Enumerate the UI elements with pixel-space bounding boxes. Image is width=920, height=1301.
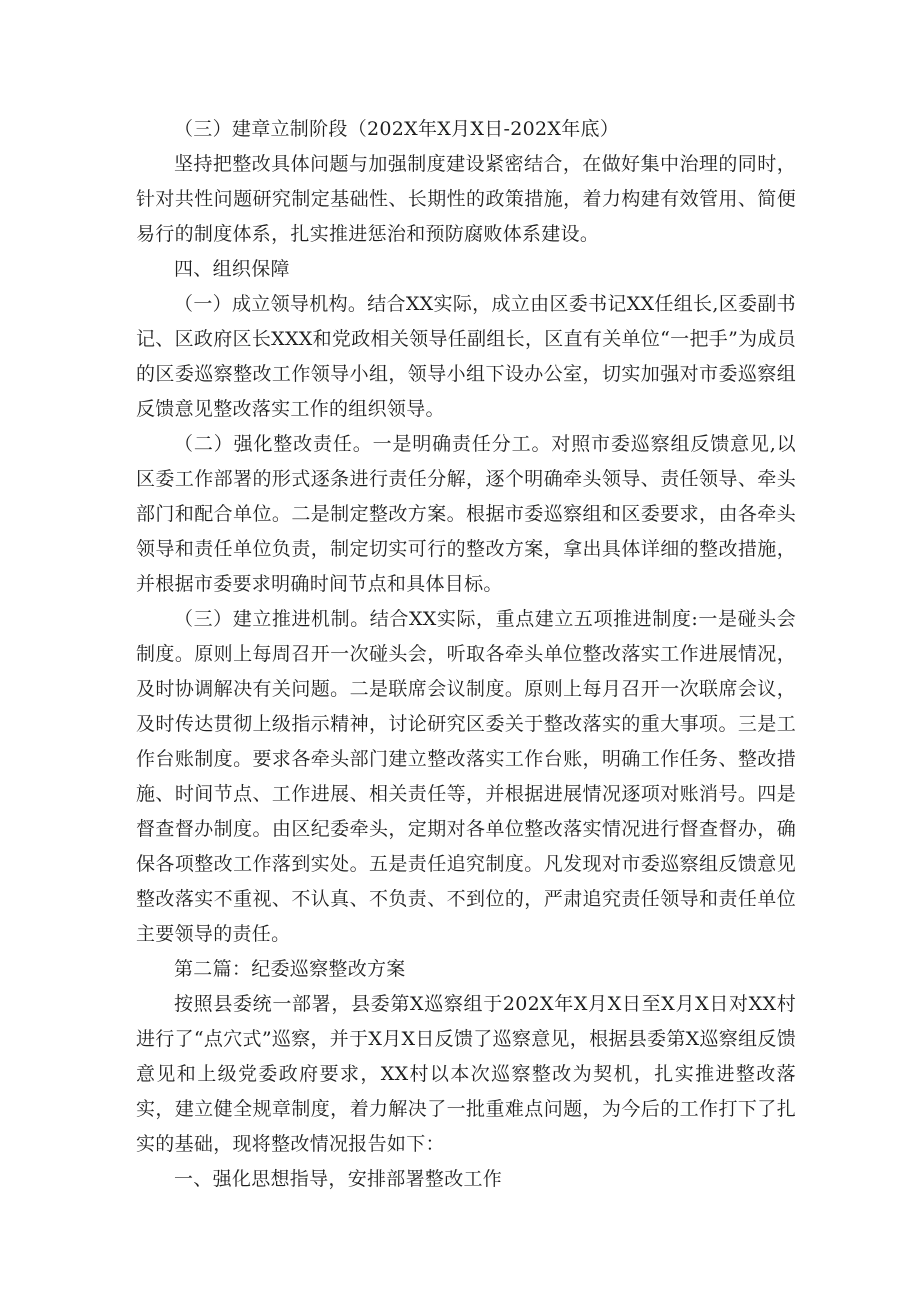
section-heading-organization: 四、组织保障	[174, 258, 290, 280]
section-heading-guidance: 一、强化思想指导，安排部署整改工作	[174, 1168, 503, 1190]
chapter-heading-second: 第二篇：纪委巡察整改方案	[174, 958, 406, 980]
paragraph-mechanism: （三）建立推进机制。结合XX实际，重点建立五项推进制度:一是碰头会制度。原则上每周召开一次碰头会，听取各牵头单位整改落实工作进展情况，及时协调解决有关问题。二是联席会议制度。原则上每月召开一次联席会议，及时传达贯彻上级指示精神，讨论研究区委关于整改落实的重大事项。三是工作台账制度。要求各牵头部门建立整改落实工作台账，明确工作任务、整改措施、时间节点、工作进展、相关责任等，并根据进展情况逐项对账消号。四是督查督办制度。由区纪委牵头，定期对各单位整改落实情况进行督查督办，确保各项整改工作落到实处。五是责任追究制度。凡发现对市委巡察组反馈意见整改落实不重视、不认真、不负责、不到位的，严肃追究责任领导和责任单位主要领导的责任。	[136, 608, 796, 945]
document-body	[136, 112, 796, 1197]
section-subheading-build-rules: （三）建章立制阶段（202X年X月X日-202X年底）	[174, 118, 620, 140]
paragraph-responsibility: （二）强化整改责任。一是明确责任分工。对照市委巡察组反馈意见,以区委工作部署的形式逐条进行责任分解，逐个明确牵头领导、责任领导、牵头部门和配合单位。二是制定整改方案。根据市委巡察组和区委要求，由各牵头领导和责任单位负责，制定切实可行的整改方案，拿出具体详细的整改措施，并根据市委要求明确时间节点和具体目标。	[136, 433, 796, 595]
paragraph-leadership-body: （一）成立领导机构。结合XX实际，成立由区委书记XX任组长,区委副书记、区政府区长XXX和党政相关领导任副组长，区直有关单位“一把手”为成员的区委巡察整改工作领导小组，领导小组下设办公室，切实加强对市委巡察组反馈意见整改落实工作的组织领导。	[136, 293, 796, 420]
paragraph-inspection-intro: 按照县委统一部署，县委第X巡察组于202X年X月X日至X月X日对XX村进行了“点穴式”巡察，并于X月X日反馈了巡察意见，根据县委第X巡察组反馈意见和上级党委政府要求，XX村以本次巡察整改为契机，扎实推进整改落实，建立健全规章制度，着力解决了一批重难点问题，为今后的工作打下了扎实的基础，现将整改情况报告如下：	[136, 993, 796, 1155]
paragraph-system-building: 坚持把整改具体问题与加强制度建设紧密结合，在做好集中治理的同时，针对共性问题研究制定基础性、长期性的政策措施，着力构建有效管用、简便易行的制度体系，扎实推进惩治和预防腐败体系建设。	[136, 153, 796, 245]
